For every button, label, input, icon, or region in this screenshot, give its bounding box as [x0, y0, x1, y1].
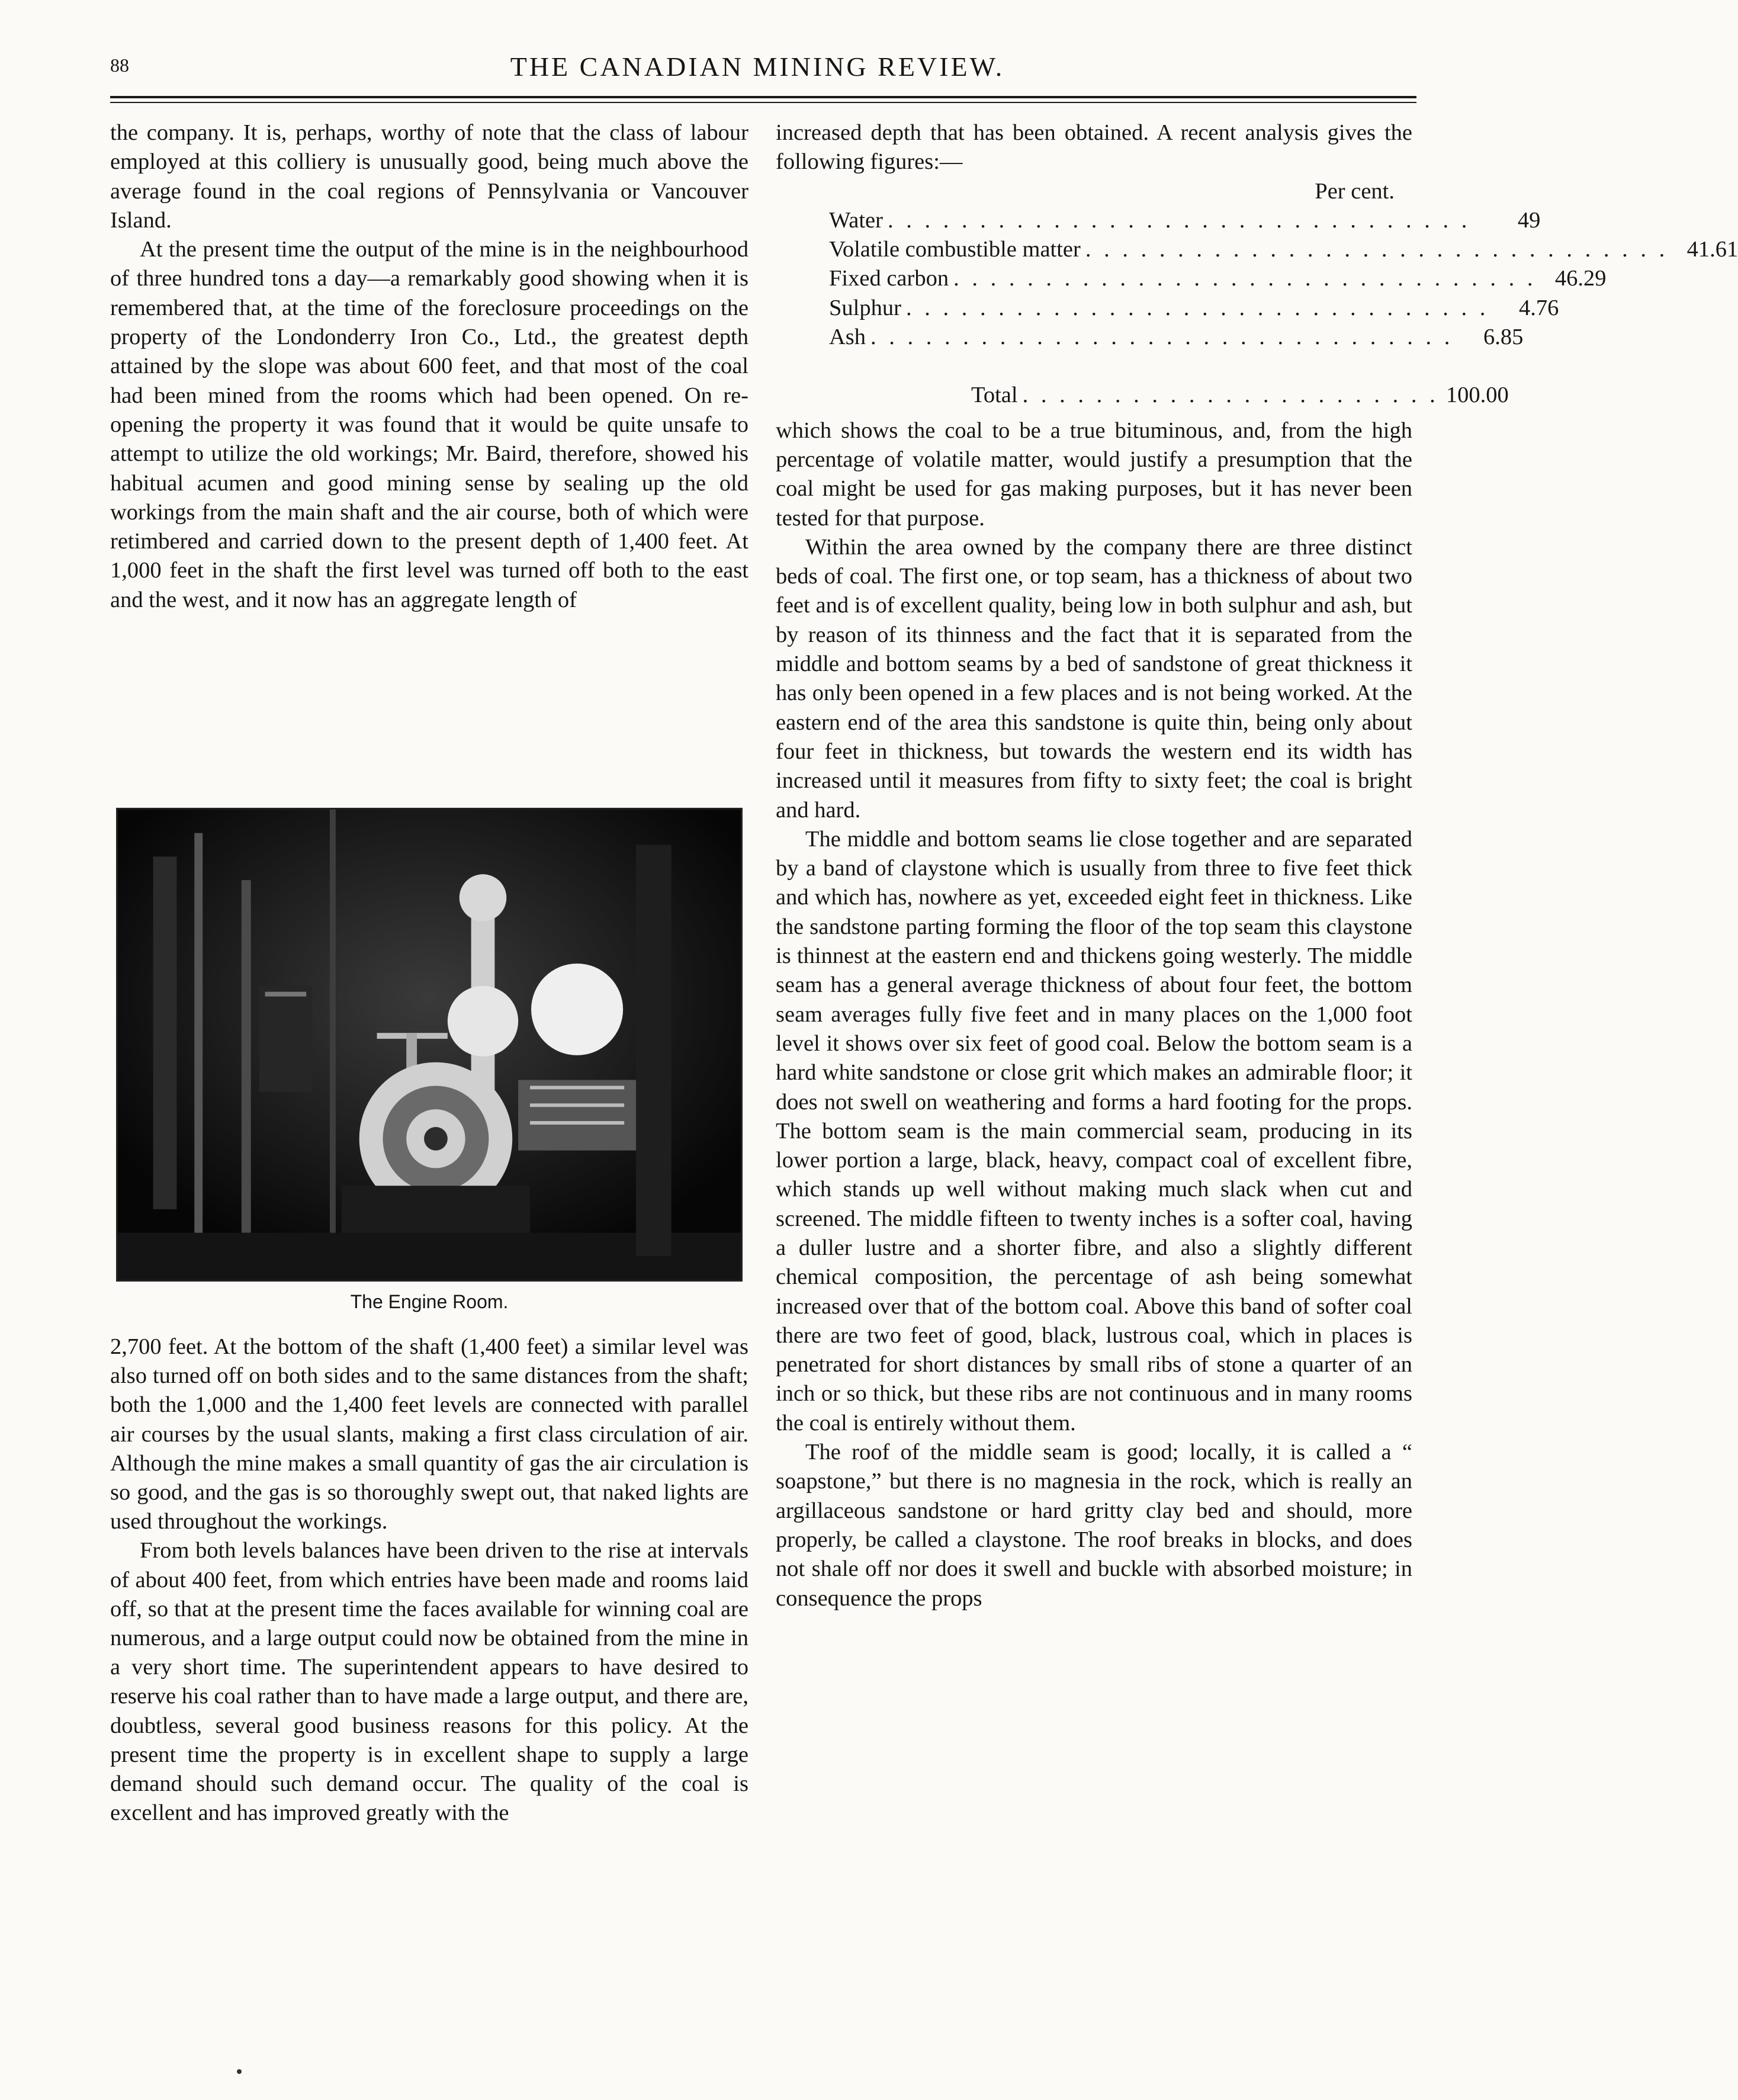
analysis-value: 6.85	[1483, 325, 1524, 350]
left-paragraph-1: the company. It is, perhaps, worthy of note that the class of labour employed at this colliery is unusually good, being much above the average found in the coal regions of Pennsylvania or Vancouver Island.	[110, 120, 748, 233]
coal-analysis-table	[776, 177, 1738, 410]
stray-ink-dot	[237, 2069, 242, 2074]
right-paragraph-1: which shows the coal to be a true bituminous, and, from the high percentage of volatile matter, would justify a presumption that the coal might be used for gas making purposes, but it has never been tested for that purpose.	[776, 418, 1412, 531]
analysis-row	[776, 323, 1524, 352]
analysis-unit-header: Per cent.	[1315, 178, 1395, 204]
leader-dots: . . . . . . . . . . . . . . . . . . . . . . . . . . . . . . . .	[870, 325, 1454, 350]
header-rule-thick	[110, 96, 1416, 98]
analysis-label: Ash	[829, 325, 866, 350]
running-title: THE CANADIAN MINING REVIEW.	[510, 52, 1005, 82]
leader-dots: . . . . . . . . . . . . . . . . . . . . . . . . . . . . . . . .	[887, 207, 1471, 233]
analysis-label: Water	[829, 207, 883, 233]
analysis-value: 4.76	[1518, 295, 1559, 320]
right-paragraph-2: Within the area owned by the company there are three distinct beds of coal. The first one, or top seam, has a thickness of about two feet and is of excellent quality, being low in both sulphur and ash, but by reason of its thinness and the fact that it is separated from the middle and bottom seams by a bed of sandstone of great thickness it has only been opened in a few places and is not being worked. At the eastern end of the area this sandstone is quite thin, being only about four feet in thickness, but towards the western end its width has increased until it measures from fifty to sixty feet; the coal is bright and hard.	[776, 534, 1412, 823]
leader-dots: . . . . . . . . . . . . . . . . . . . . . . . . . . . . . . . .	[953, 266, 1537, 291]
leader-dots: . . . . . . . . . . . . . . . . . . . . . . .	[1022, 383, 1439, 408]
leader-dots: . . . . . . . . . . . . . . . . . . . . . . . . . . . . . . . .	[905, 295, 1489, 320]
right-column	[776, 118, 1738, 1613]
right-paragraph-3: The middle and bottom seams lie close together and are separated by a band of claystone which is usually from three to five feet thick and which has, nowhere as yet, exceeded eight feet in thickness. Like the sandstone parting forming the floor of the top seam this claystone is thinnest at the eastern end and thickens going westerly. The middle seam has a general average thickness of about four feet, the bottom seam averages fully five feet and in many places on the 1,000 foot level it shows over six feet of good coal. Below the bottom seam is a hard white sandstone or close grit which makes an admirable floor; it does not swell on weathering and forms a hard footing for the props. The bottom seam is the main commercial seam, producing in its lower portion a large, black, heavy, compact coal of excellent fibre, which stands up well without making much slack when cut and screened. The middle fifteen to twenty inches is a softer coal, having a duller lustre and a shorter fibre, and also a slightly different chemical composition, the percentage of ash being somewhat increased over that of the bottom coal. Above this band of softer coal there are two feet of good, black, lustrous coal, which in places is penetrated for short distances by small ribs of stone a quarter of an inch or so thick, but these ribs are not continuous and in many rooms the coal is entirely without them.	[776, 826, 1412, 1436]
analysis-value: 46.29	[1554, 266, 1607, 291]
lower-left-paragraph-1: 2,700 feet. At the bottom of the shaft (1,400 feet) a similar level was also turned off on both sides and to the same distances from the shaft; both the 1,000 and the 1,400 feet levels are connected with parallel air courses by the usual slants, making a first class circulation of air. Although the mine makes a small quantity of gas the air circulation is so good, and the gas is so thoroughly swept out, that naked lights are used throughout the workings.	[110, 1334, 748, 1534]
analysis-label: Volatile combustible matter	[829, 237, 1081, 262]
analysis-row	[776, 206, 1541, 235]
right-intro: increased depth that has been obtained. A recent analysis gives the following figures:—	[776, 120, 1412, 175]
analysis-total-label: Total	[971, 383, 1018, 408]
leader-dots: . . . . . . . . . . . . . . . . . . . . . . . . . . . . . . . .	[1085, 237, 1669, 262]
figure-caption: The Engine Room.	[350, 1291, 509, 1312]
lower-left-paragraph-2: From both levels balances have been driven to the rise at intervals of about 400 feet, from which entries have been made and rooms laid off, so that at the present time the faces available for winning coal are numerous, and a large output could now be obtained from the mine in a very short time. The superintendent appears to have desired to reserve his coal rather than to have made a large output, and there are, doubtless, several good business reasons for this policy. At the present time the property is in excellent shape to supply a large demand should such demand occur. The quality of the coal is excellent and has improved greatly with the	[110, 1538, 748, 1826]
analysis-value: 41.61	[1686, 237, 1738, 262]
header-rule-thin	[110, 102, 1416, 103]
analysis-value: 49	[1517, 207, 1541, 233]
right-paragraph-4: The roof of the middle seam is good; locally, it is called a “ soapstone,” but there is no magnesia in the rock, which is really an argillaceous sandstone or hard gritty clay bed and should, more properly, be called a claystone. The roof breaks in blocks, and does not shale off nor does it swell and buckle with absorbed moisture; in consequence the props	[776, 1440, 1412, 1611]
analysis-row	[776, 235, 1738, 264]
page-header	[110, 41, 1405, 95]
analysis-label: Sulphur	[829, 295, 901, 320]
page-number: 88	[110, 54, 129, 76]
analysis-total-row	[776, 381, 1509, 410]
left-column	[110, 118, 748, 615]
analysis-row	[776, 264, 1607, 293]
left-paragraph-2: At the present time the output of the mine is in the neighbourhood of three hundred tons a day—a remarkably good showing when it is remembered that, at the time of the foreclosure proceedings on the property of the Londonderry Iron Co., Ltd., the greatest depth attained by the slope was about 600 feet, and that most of the coal had been mined from the rooms which had been opened. On re-opening the property it was found that it would be quite unsafe to attempt to utilize the old workings; Mr. Baird, therefore, showed his habitual acumen and good mining sense by sealing up the old workings from the main shaft and the air course, both of which were retimbered and carried down to the present depth of 1,400 feet. At 1,000 feet in the shaft the first level was turned off both to the east and the west, and it now has an aggregate length of	[110, 237, 748, 612]
analysis-label: Fixed carbon	[829, 266, 949, 291]
analysis-row	[776, 294, 1559, 323]
engine-room-image	[118, 810, 741, 1280]
analysis-total-value: 100.00	[1445, 383, 1509, 408]
engine-room-photo	[116, 808, 743, 1282]
lower-left-column	[110, 1332, 748, 1828]
